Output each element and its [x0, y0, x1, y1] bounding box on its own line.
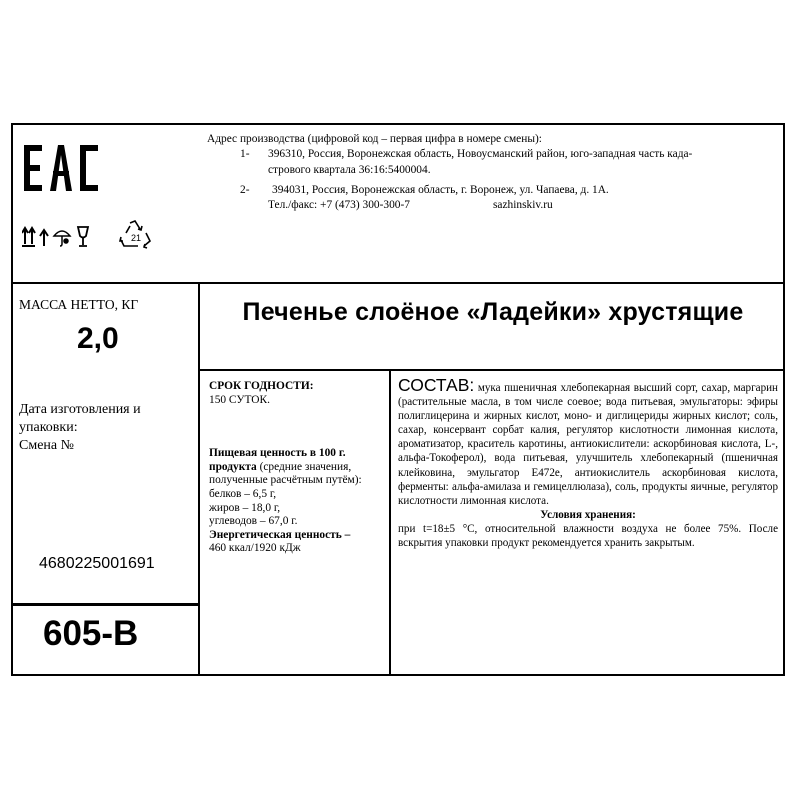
nutrition-label: Пищевая ценность в 100 г. продукта — [209, 447, 346, 473]
handling-pictograms — [22, 224, 102, 248]
production-date-label: Дата изготовления и упаковки: — [19, 402, 141, 435]
address-item1-line1: 396310, Россия, Воронежская область, Новоусманский район, юго-западная часть када- — [268, 148, 693, 161]
svg-text:21: 21 — [131, 233, 142, 243]
recycle-icon — [118, 219, 152, 249]
divider-title — [198, 369, 785, 371]
product-title: Печенье слоёное «Ладейки» хрустящие — [242, 298, 744, 326]
shift-label: Смена № — [19, 438, 74, 453]
address-item2-line: 394031, Россия, Воронежская область, г. Воронеж, ул. Чапаева, д. 1А. — [272, 183, 609, 196]
nutrition-protein: белков – 6,5 г, — [209, 487, 277, 500]
nutrition-label-rest: (средние значения, полученные расчётным путём): — [209, 460, 362, 487]
storage-text: при t=18±5 °С, относительной влажности воздуха не более 75%. После вскрытия упаковки продукт рекомендуется хранить закрытым. — [398, 522, 778, 550]
mass-value: 2,0 — [77, 322, 119, 355]
nutrition-block — [209, 380, 379, 556]
address-heading: Адрес производства (цифровой код – первая цифра в номере смены): — [207, 133, 542, 145]
eac-logo-icon — [24, 143, 100, 193]
address-item1-num: 1- — [240, 148, 250, 161]
address-item1-line2: стрового квартала 36:16:5400004. — [268, 163, 431, 176]
address-item2-num: 2- — [240, 183, 250, 196]
product-code: 605-В — [43, 614, 139, 653]
storage-title: Условия хранения: — [540, 508, 636, 521]
address-block — [207, 132, 777, 214]
nutrition-carbs: углеводов – 67,0 г. — [209, 515, 298, 528]
shelf-life-value: 150 СУТОК. — [209, 393, 270, 406]
glass-icon — [78, 227, 88, 246]
fragile-icon — [40, 230, 48, 246]
barcode-number: 4680225001691 — [39, 555, 155, 572]
divider-left-col — [198, 282, 200, 676]
this-side-up-icon — [22, 228, 35, 246]
mass-label: МАССА НЕТТО, КГ — [19, 297, 139, 312]
composition-block — [398, 375, 778, 550]
divider-top — [11, 282, 785, 284]
energy-label: Энергетическая ценность – — [209, 528, 351, 541]
divider-mid-col — [389, 369, 391, 676]
address-phone: Тел./факс: +7 (473) 300-300-7 — [268, 199, 410, 212]
shelf-life-label: СРОК ГОДНОСТИ: — [209, 380, 314, 392]
composition-heading: СОСТАВ: — [398, 375, 475, 395]
keep-dry-icon — [54, 231, 70, 246]
divider-code — [11, 603, 198, 606]
nutrition-fat: жиров – 18,0 г, — [209, 501, 281, 514]
address-site: sazhinskiv.ru — [493, 199, 553, 212]
composition-text: мука пшеничная хлебопекарная высший сорт, сахар, маргарин (растительные масла, в том числе соевое; вода питьевая, эмульгаторы: эфиры полиглицерина и жирных кислот, моно- и диглицериды жирных кислот; соль, сахар, консервант сорбат калия, регулятор кислотности лимонная кислота, ароматизатор, краситель каротины, антиокислители: аскорбиновая кислота, L-, альфа-Токоферол), вода питьевая, улучшитель хлебопекарный (пшеничная клейковина, эмульгатор Е472е, антиокислитель аскорбиновая кислота, ферменты: альфа-амилаза и гемицеллюлаза), соль, продукты яичные, регулятор кислотности лимонная кислота. — [398, 382, 778, 507]
energy-value: 460 ккал/1920 кДж — [209, 542, 301, 555]
production-date-block — [19, 401, 189, 455]
